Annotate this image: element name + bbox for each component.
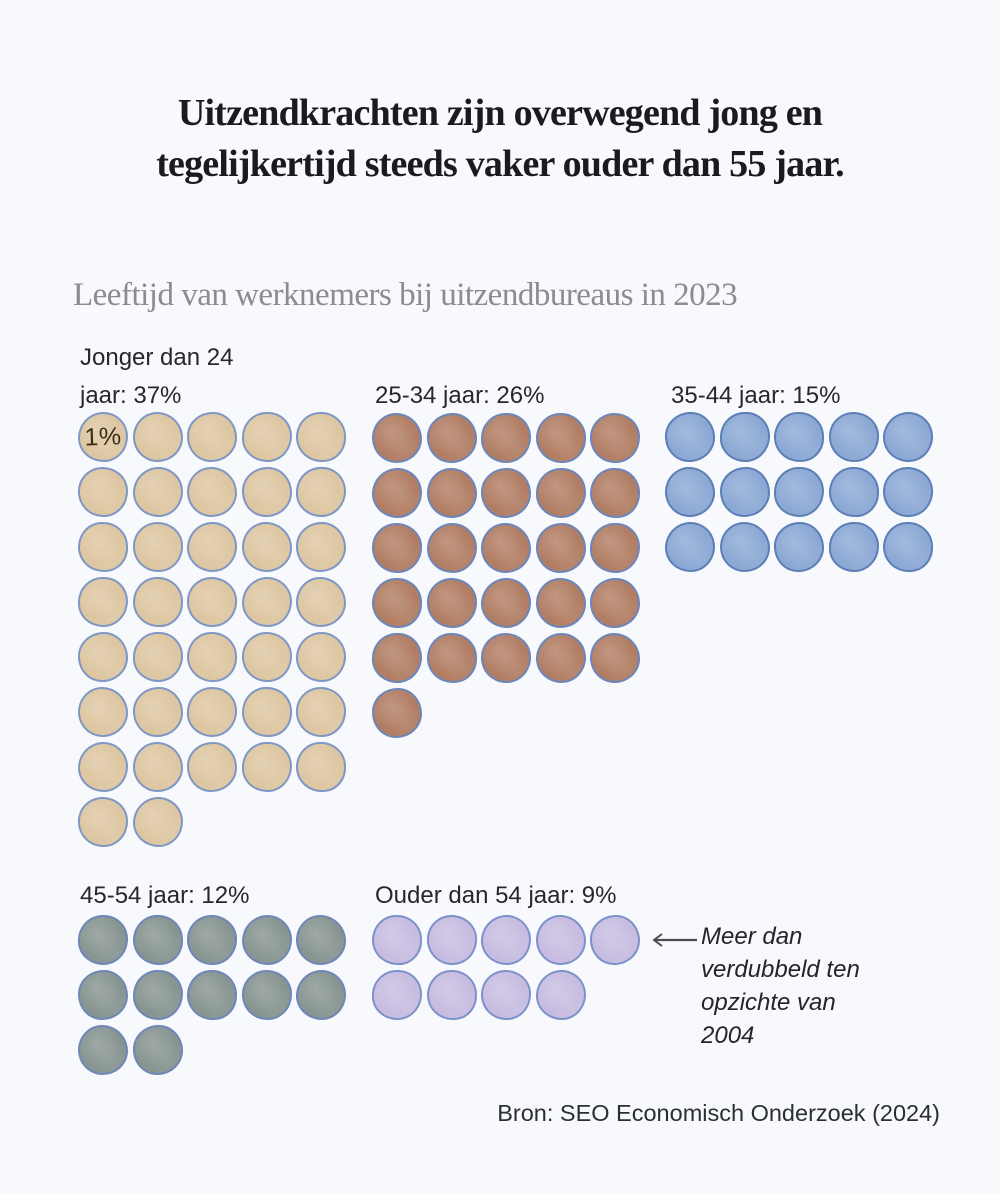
unit-circle	[590, 468, 641, 519]
unit-circle	[77, 521, 129, 573]
unit-circle	[241, 577, 292, 628]
unit-circle	[296, 687, 347, 738]
unit-circle	[186, 466, 238, 518]
unit-circle	[829, 522, 879, 572]
unit-circle	[132, 915, 183, 966]
unit-circle	[372, 688, 423, 739]
unit-circle	[481, 413, 531, 463]
unit-circle	[426, 522, 478, 574]
unit-circle	[133, 632, 183, 682]
unit-circle	[426, 577, 478, 629]
unit-circle	[296, 522, 347, 573]
arrow-left-icon	[645, 929, 701, 951]
unit-circle	[372, 523, 423, 574]
unit-circle	[133, 412, 183, 462]
unit-circle	[481, 523, 531, 573]
unit-circle	[296, 412, 347, 463]
unit-circle	[372, 578, 423, 629]
unit-circle	[481, 578, 531, 628]
unit-circle	[372, 413, 423, 464]
unit-circle	[882, 411, 934, 463]
unit-circle	[296, 970, 346, 1020]
annotation-text	[701, 920, 901, 1052]
unit-circle	[426, 632, 478, 684]
unit-circle	[372, 633, 423, 684]
unit-circle	[133, 522, 183, 572]
unit-circle	[372, 970, 422, 1020]
unit-circle	[187, 970, 238, 1021]
unit-circle	[829, 412, 879, 462]
unit-circle	[535, 632, 587, 684]
unit-circle	[133, 742, 183, 792]
unit-circle	[882, 466, 934, 518]
unit-circle	[241, 412, 292, 463]
unit-circle	[882, 521, 934, 573]
unit-circle	[241, 467, 292, 518]
unit-circle	[589, 914, 641, 966]
unit-circle	[665, 412, 716, 463]
unit-circle	[535, 412, 587, 464]
unit-circle	[296, 632, 347, 683]
unit-circle	[481, 633, 531, 683]
unit-circle	[426, 969, 478, 1021]
unit-circle	[719, 467, 770, 518]
unit-circle	[296, 577, 347, 628]
unit-circle	[481, 970, 532, 1021]
unit-circle	[426, 914, 478, 966]
unit-circle	[665, 467, 716, 518]
group-label-1: Jonger dan 24 jaar: 37%	[80, 344, 234, 409]
unit-circle	[186, 521, 238, 573]
unit-circle	[773, 466, 825, 518]
unit-circle	[241, 969, 293, 1021]
unit-circle	[186, 576, 238, 628]
unit-circle	[241, 687, 292, 738]
unit-circle	[132, 1025, 183, 1076]
unit-circle	[296, 467, 347, 518]
unit-circle	[535, 522, 587, 574]
unit-circle	[186, 741, 238, 793]
unit-circle	[133, 467, 183, 517]
unit-value-label: 1%	[83, 421, 123, 452]
annotation-line: 2004	[701, 1022, 755, 1049]
unit-circle	[719, 412, 770, 463]
unit-circle	[77, 466, 129, 518]
unit-circle	[186, 686, 238, 738]
unit-circle	[186, 631, 238, 683]
unit-circle	[241, 742, 292, 793]
unit-circle	[426, 412, 478, 464]
unit-circle	[719, 522, 770, 573]
unit-circle	[241, 522, 292, 573]
unit-circle	[77, 914, 129, 966]
unit-circle	[77, 741, 129, 793]
group-label-2: 25-34 jaar: 26%	[375, 382, 545, 409]
unit-circle	[426, 467, 478, 519]
unit-circle	[77, 1024, 129, 1076]
chart-subtitle: Leeftijd van werknemers bij uitzendbureaus in 2023	[73, 277, 738, 313]
unit-circle	[773, 521, 825, 573]
annotation-line: opzichte van	[701, 989, 836, 1016]
unit-circle	[133, 577, 183, 627]
unit-circle	[535, 577, 587, 629]
chart-title-line-1: Uitzendkrachten zijn overwegend jong en	[177, 92, 823, 134]
unit-circle	[535, 467, 587, 519]
group-label-3: 35-44 jaar: 15%	[671, 382, 841, 409]
annotation-line: Meer dan	[701, 923, 803, 950]
unit-circle	[372, 468, 423, 519]
chart-title-line-2: tegelijkertijd steeds vaker ouder dan 55 jaar.	[156, 143, 844, 185]
unit-circle	[296, 915, 346, 965]
unit-circle	[77, 686, 129, 738]
unit-circle	[77, 796, 129, 848]
unit-circle	[241, 914, 293, 966]
unit-circle	[372, 915, 422, 965]
unit-circle	[590, 413, 641, 464]
unit-circle	[535, 970, 586, 1021]
unit-circle	[773, 411, 825, 463]
unit-circle	[590, 523, 641, 574]
source-credit: Bron: SEO Economisch Onderzoek (2024)	[497, 1100, 940, 1126]
unit-circle	[241, 632, 292, 683]
unit-circle	[829, 467, 879, 517]
unit-circle	[535, 915, 586, 966]
unit-circle	[665, 522, 716, 573]
unit-circle	[77, 969, 129, 1021]
group-label-5: Ouder dan 54 jaar: 9%	[375, 882, 617, 909]
group-label-4: 45-54 jaar: 12%	[80, 882, 250, 909]
unit-circle	[481, 915, 532, 966]
chart-title	[0, 88, 1000, 190]
unit-circle	[296, 742, 347, 793]
unit-circle	[590, 578, 641, 629]
annotation-line: verdubbeld ten	[701, 956, 860, 983]
unit-circle	[132, 970, 183, 1021]
unit-circle	[133, 797, 183, 847]
unit-circle	[77, 576, 129, 628]
unit-circle	[133, 687, 183, 737]
unit-circle	[481, 468, 531, 518]
unit-circle	[77, 411, 129, 463]
unit-circle	[77, 631, 129, 683]
unit-circle	[590, 633, 641, 684]
unit-circle	[186, 411, 238, 463]
unit-circle	[187, 915, 238, 966]
